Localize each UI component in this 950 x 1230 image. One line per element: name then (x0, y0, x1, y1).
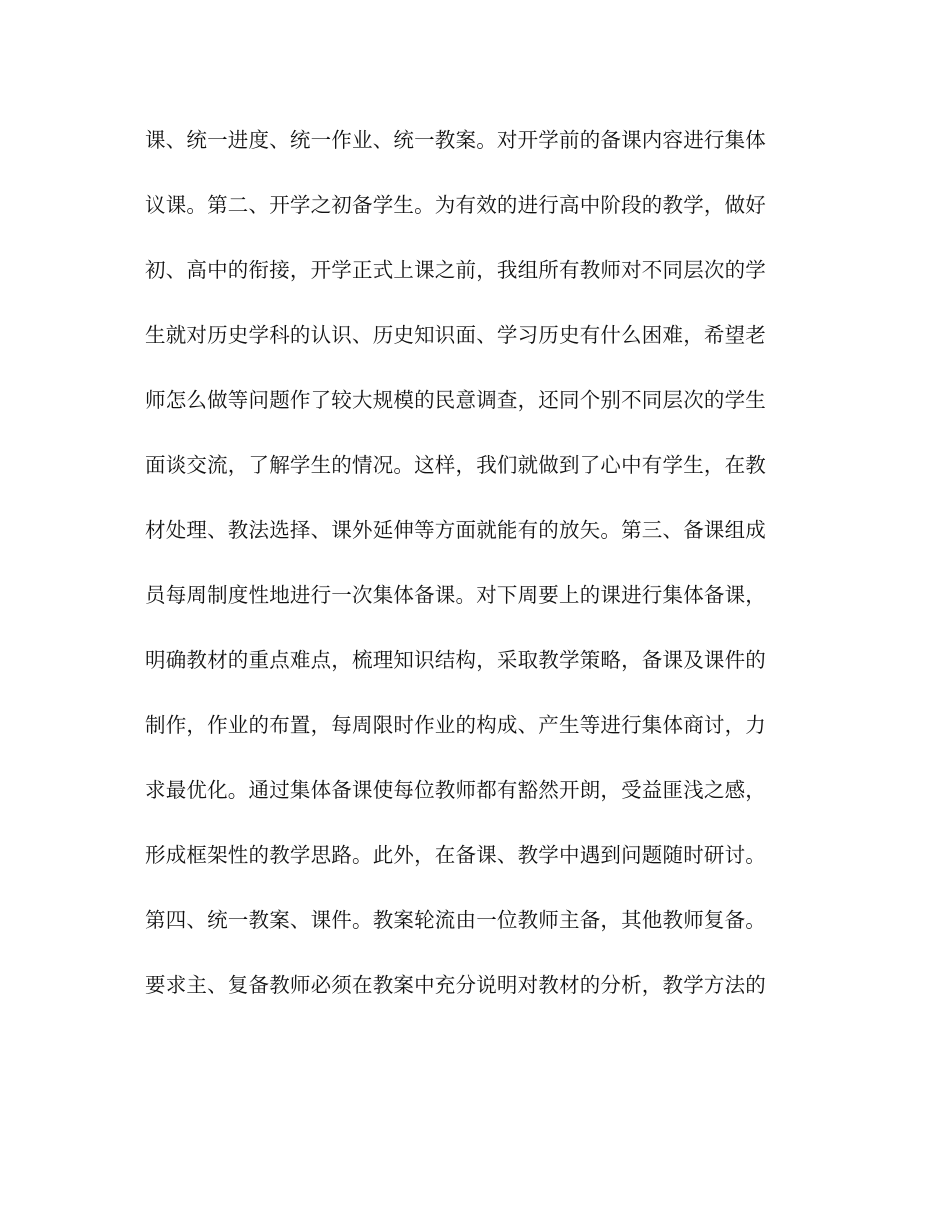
text-line: 材处理、教法选择、课外延伸等方面就能有的放矢。第三、备课组成 (145, 518, 766, 542)
text-line: 求最优化。通过集体备课使每位教师都有豁然开朗，受益匪浅之感， (145, 778, 766, 802)
body-text (145, 126, 815, 1036)
text-line: 第四、统一教案、课件。教案轮流由一位教师主备，其他教师复备。 (145, 908, 766, 932)
text-line: 师怎么做等问题作了较大规模的民意调查，还同个别不同层次的学生 (145, 388, 766, 412)
text-line: 议课。第二、开学之初备学生。为有效的进行高中阶段的教学，做好 (145, 193, 766, 217)
text-line: 初、高中的衔接，开学正式上课之前，我组所有教师对不同层次的学 (145, 258, 766, 282)
text-line: 课、统一进度、统一作业、统一教案。对开学前的备课内容进行集体 (145, 128, 766, 152)
text-line: 制作，作业的布置，每周限时作业的构成、产生等进行集体商讨，力 (145, 713, 766, 737)
text-line: 员每周制度性地进行一次集体备课。对下周要上的课进行集体备课， (145, 583, 766, 607)
text-line: 面谈交流，了解学生的情况。这样，我们就做到了心中有学生，在教 (145, 453, 766, 477)
text-line: 要求主、复备教师必须在教案中充分说明对教材的分析，教学方法的 (145, 973, 766, 997)
text-line: 明确教材的重点难点，梳理知识结构，采取教学策略，备课及课件的 (145, 648, 766, 672)
text-line: 形成框架性的教学思路。此外，在备课、教学中遇到问题随时研讨。 (145, 843, 766, 867)
text-line: 生就对历史学科的认识、历史知识面、学习历史有什么困难，希望老 (145, 323, 766, 347)
